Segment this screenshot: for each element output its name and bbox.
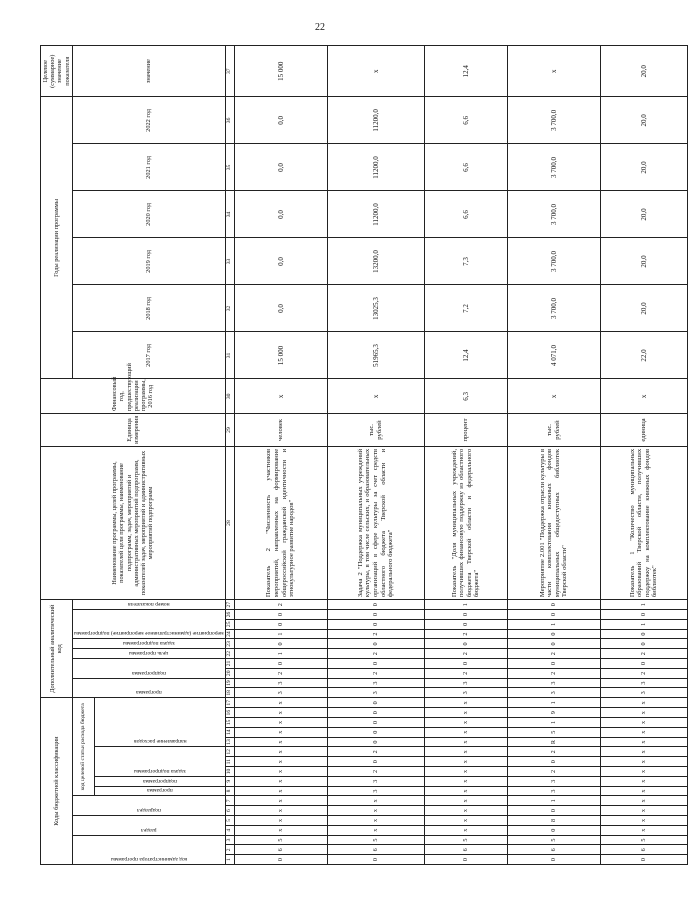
code-digit-cell: 3 (507, 776, 600, 786)
code-digit-cell: 3 (507, 786, 600, 796)
code-digit-cell: 2 (507, 649, 600, 659)
table-row (507, 46, 600, 865)
column-number: 37 (225, 46, 234, 97)
code-digit-cell: х (600, 708, 687, 718)
header-year-2020: 2020 год (72, 191, 225, 238)
header-program: программа (95, 786, 225, 796)
column-number: 3 (225, 835, 234, 845)
code-digit-cell: 0 (234, 855, 327, 865)
row-year-value-cell: 11200,0 (327, 144, 424, 191)
column-number: 24 (225, 629, 234, 639)
row-target-cell: 20,0 (600, 46, 687, 97)
code-digit-cell: 3 (507, 678, 600, 688)
code-digit-cell: 1 (507, 796, 600, 806)
code-digit-cell: 0 (327, 619, 424, 629)
code-digit-cell: 0 (327, 659, 424, 669)
code-digit-cell: 1 (507, 718, 600, 728)
row-year-value-cell: 22,0 (600, 332, 687, 379)
row-year-value-cell: 0,0 (234, 238, 327, 285)
column-number: 30 (225, 379, 234, 414)
header-year-2018: 2018 год (72, 285, 225, 332)
header-target-value: значение (72, 46, 225, 97)
code-digit-cell: 0 (507, 825, 600, 835)
header-years-group: Годы реализации программы (41, 97, 73, 379)
code-digit-cell: 3 (327, 678, 424, 688)
row-year-value-cell: 7,3 (425, 238, 508, 285)
code-digit-cell: 2 (425, 629, 508, 639)
column-number: 9 (225, 776, 234, 786)
row-year-value-cell: 6,6 (425, 97, 508, 144)
code-digit-cell: 0 (507, 610, 600, 620)
code-digit-cell: 0 (425, 610, 508, 620)
code-digit-cell: 0 (507, 757, 600, 767)
column-number: 36 (225, 97, 234, 144)
row-year-value-cell: 12,4 (425, 332, 508, 379)
row-name-cell: Показатель 2 "Численность участников мероприятий, направленных на формирование общероссийской гражданской идентичности и этнокультурное развитие народов" (234, 446, 327, 599)
code-digit-cell: 2 (327, 629, 424, 639)
code-digit-cell: 2 (234, 668, 327, 678)
code-digit-cell: х (327, 816, 424, 826)
code-digit-cell: х (600, 698, 687, 708)
code-digit-cell: 3 (234, 688, 327, 698)
header-section: раздел (72, 816, 225, 836)
table-row (327, 46, 424, 865)
header-a-subprogram: подпрограмма (72, 659, 225, 679)
code-digit-cell: 3 (425, 688, 508, 698)
code-digit-cell: 6 (234, 845, 327, 855)
column-number: 7 (225, 796, 234, 806)
code-digit-cell: х (234, 708, 327, 718)
header-expense-direction: направление расходов (95, 698, 225, 747)
column-number: 5 (225, 816, 234, 826)
code-digit-cell: 3 (327, 786, 424, 796)
code-digit-cell: х (425, 737, 508, 747)
code-digit-cell: 3 (507, 688, 600, 698)
row-year-value-cell: 20,0 (600, 285, 687, 332)
code-digit-cell: х (425, 796, 508, 806)
code-digit-cell: х (234, 757, 327, 767)
code-digit-cell: х (234, 718, 327, 728)
code-digit-cell: х (425, 727, 508, 737)
row-name-cell: Мероприятие 2.001 "Поддержка отрасли культуры в части комплектования книжных фондов муниципальных общедоступных библиотек Тверской области" (507, 446, 600, 599)
row-fin-year-cell: х (234, 379, 327, 414)
header-a-indicator: номер показателя (72, 600, 225, 610)
row-year-value-cell: 15 000 (234, 332, 327, 379)
header-a-task: задача подпрограммы (72, 639, 225, 649)
code-digit-cell: 0 (600, 855, 687, 865)
code-digit-cell: х (234, 786, 327, 796)
code-digit-cell: х (600, 737, 687, 747)
code-digit-cell: х (327, 796, 424, 806)
code-digit-cell: х (234, 698, 327, 708)
code-digit-cell: х (425, 806, 508, 816)
code-digit-cell: х (234, 767, 327, 777)
code-digit-cell: х (600, 786, 687, 796)
row-year-value-cell: 3 700,0 (507, 144, 600, 191)
code-digit-cell: 0 (507, 629, 600, 639)
page-number: 22 (315, 22, 325, 33)
column-number: 10 (225, 767, 234, 777)
column-number: 29 (225, 414, 234, 447)
column-number: 33 (225, 238, 234, 285)
table-row (425, 46, 508, 865)
code-digit-cell: 0 (507, 600, 600, 610)
header-fin-year: Финансовый год, предшествующий реализации программы, 2016 год (41, 379, 226, 414)
row-fin-year-cell: х (327, 379, 424, 414)
row-name-cell: Показатель "Доля муниципальных учреждений, получивших финансовую поддержку из областного бюджета Тверской области и федерального бюджета" (425, 446, 508, 599)
code-digit-cell: х (234, 806, 327, 816)
code-digit-cell: 5 (507, 835, 600, 845)
code-digit-cell: х (425, 718, 508, 728)
code-digit-cell: х (600, 747, 687, 757)
code-digit-cell: 6 (425, 845, 508, 855)
column-number: 18 (225, 688, 234, 698)
column-number: 12 (225, 747, 234, 757)
column-number: 14 (225, 727, 234, 737)
code-digit-cell: 2 (425, 649, 508, 659)
row-unit-cell: человек (234, 414, 327, 447)
code-digit-cell: х (425, 786, 508, 796)
row-name-cell: Показатель 1 "Количество муниципальных образований Тверской области, получивших поддержку на комплектование книжных фондов библиотек" (600, 446, 687, 599)
row-year-value-cell: 20,0 (600, 238, 687, 285)
code-digit-cell: х (425, 747, 508, 757)
row-year-value-cell: 0,0 (234, 144, 327, 191)
code-digit-cell: 1 (234, 649, 327, 659)
column-number: 32 (225, 285, 234, 332)
code-digit-cell: 0 (507, 855, 600, 865)
code-digit-cell: 2 (507, 747, 600, 757)
code-digit-cell: 9 (507, 708, 600, 718)
budget-table-container (40, 45, 659, 865)
row-year-value-cell: 3 700,0 (507, 238, 600, 285)
table-row (600, 46, 687, 865)
header-target-group: Целевое (суммарное) значение показателя (41, 46, 73, 97)
column-number: 21 (225, 659, 234, 669)
code-digit-cell: 2 (234, 600, 327, 610)
code-digit-cell: 6 (327, 845, 424, 855)
code-digit-cell: 0 (327, 600, 424, 610)
code-digit-cell: х (600, 816, 687, 826)
header-year-2019: 2019 год (72, 238, 225, 285)
header-year-2017: 2017 год (72, 332, 225, 379)
header-program-direction: задача подпрограммы (95, 747, 225, 776)
code-digit-cell: 0 (327, 757, 424, 767)
code-digit-cell: 2 (507, 767, 600, 777)
column-number: 27 (225, 600, 234, 610)
header-admin-code: код администратора программы (72, 835, 225, 864)
column-number: 23 (225, 639, 234, 649)
code-digit-cell: 0 (600, 629, 687, 639)
code-digit-cell: 0 (327, 639, 424, 649)
code-digit-cell: 5 (507, 727, 600, 737)
code-digit-cell: 3 (327, 776, 424, 786)
row-year-value-cell: 13200,0 (327, 238, 424, 285)
header-name: Наименование программы, целей программы, показателей цели программы, наименование подпрограмм, задач, мероприятий и административных мероприятий подпрограмм, показателей задач, мероприятий и административных мероприятий подпрограмм (41, 446, 226, 599)
row-name-cell: Задача 2 "Поддержка муниципальных учреждений культуры, в том числе сельских, и образовательных организаций в сфере культуры за счет средств областного бюджета Тверской области и федерального бюджета" (327, 446, 424, 599)
code-digit-cell: х (600, 806, 687, 816)
header-year-2022: 2022 год (72, 97, 225, 144)
code-digit-cell: х (327, 825, 424, 835)
code-digit-cell: 0 (234, 619, 327, 629)
column-number: 13 (225, 737, 234, 747)
column-number: 6 (225, 806, 234, 816)
row-year-value-cell: 0,0 (234, 285, 327, 332)
header-a-goal: цель программы (72, 649, 225, 659)
code-digit-cell: 3 (234, 678, 327, 688)
row-target-cell: 15 000 (234, 46, 327, 97)
code-digit-cell: 5 (234, 835, 327, 845)
row-year-value-cell: 51965,3 (327, 332, 424, 379)
row-year-value-cell: 0,0 (234, 97, 327, 144)
row-year-value-cell: 6,6 (425, 191, 508, 238)
code-digit-cell: 1 (425, 600, 508, 610)
code-digit-cell: х (234, 727, 327, 737)
code-digit-cell: 0 (327, 855, 424, 865)
code-digit-cell: 0 (507, 659, 600, 669)
row-year-value-cell: 7,2 (425, 285, 508, 332)
row-unit-cell: тыс. рублей (327, 414, 424, 447)
code-digit-cell: х (425, 698, 508, 708)
header-a-event: мероприятие (административное мероприятие) подпрограммы (72, 610, 225, 639)
column-number: 8 (225, 786, 234, 796)
code-digit-cell: 0 (507, 639, 600, 649)
code-digit-cell: х (234, 737, 327, 747)
code-digit-cell: 0 (507, 806, 600, 816)
column-number: 22 (225, 649, 234, 659)
code-digit-cell: 0 (327, 718, 424, 728)
column-number: 4 (225, 825, 234, 835)
header-budget-codes: Коды бюджетной классификации (41, 698, 73, 865)
column-number: 28 (225, 446, 234, 599)
code-digit-cell: 3 (600, 678, 687, 688)
code-digit-cell: 0 (327, 727, 424, 737)
column-number: 31 (225, 332, 234, 379)
row-year-value-cell: 4 071,0 (507, 332, 600, 379)
code-digit-cell: х (234, 776, 327, 786)
code-digit-cell: 0 (327, 610, 424, 620)
code-digit-cell: х (234, 825, 327, 835)
row-unit-cell: единица (600, 414, 687, 447)
code-digit-cell: 0 (327, 698, 424, 708)
header-a-program: программа (72, 678, 225, 698)
code-digit-cell: 2 (327, 668, 424, 678)
code-digit-cell: 0 (234, 610, 327, 620)
code-digit-cell: 0 (327, 737, 424, 747)
header-subsection: подраздел (72, 796, 225, 816)
row-fin-year-cell: х (507, 379, 600, 414)
row-unit-cell: тыс. рублей (507, 414, 600, 447)
column-number: 25 (225, 619, 234, 629)
code-digit-cell: 5 (327, 835, 424, 845)
code-digit-cell: 0 (425, 855, 508, 865)
table-row (234, 46, 327, 865)
column-number: 20 (225, 668, 234, 678)
row-year-value-cell: 20,0 (600, 144, 687, 191)
column-numbers-row (225, 46, 234, 865)
column-number: 1 (225, 855, 234, 865)
budget-table (40, 45, 688, 865)
code-digit-cell: 1 (507, 619, 600, 629)
column-number: 17 (225, 698, 234, 708)
row-fin-year-cell: 6,3 (425, 379, 508, 414)
row-year-value-cell: 3 700,0 (507, 191, 600, 238)
code-digit-cell: 2 (507, 668, 600, 678)
code-digit-cell: х (600, 718, 687, 728)
code-digit-cell: 0 (600, 610, 687, 620)
column-number: 34 (225, 191, 234, 238)
code-digit-cell: 0 (425, 619, 508, 629)
code-digit-cell: х (600, 776, 687, 786)
code-digit-cell: 2 (600, 649, 687, 659)
code-digit-cell: 1 (600, 619, 687, 629)
code-digit-cell: 5 (600, 835, 687, 845)
code-digit-cell: 2 (327, 649, 424, 659)
row-year-value-cell: 11200,0 (327, 191, 424, 238)
code-digit-cell: R (507, 737, 600, 747)
code-digit-cell: 0 (600, 659, 687, 669)
code-digit-cell: х (600, 825, 687, 835)
code-digit-cell: 1 (600, 600, 687, 610)
code-digit-cell: 3 (600, 688, 687, 698)
code-digit-cell: х (425, 816, 508, 826)
code-digit-cell: 1 (507, 698, 600, 708)
code-digit-cell: 6 (600, 845, 687, 855)
code-digit-cell: х (234, 816, 327, 826)
row-unit-cell: процент (425, 414, 508, 447)
column-number: 19 (225, 678, 234, 688)
row-year-value-cell: 20,0 (600, 191, 687, 238)
code-digit-cell: х (425, 767, 508, 777)
code-digit-cell: 2 (327, 767, 424, 777)
code-digit-cell: х (234, 796, 327, 806)
row-year-value-cell: 13025,3 (327, 285, 424, 332)
row-year-value-cell: 20,0 (600, 97, 687, 144)
header-year-2021: 2021 год (72, 144, 225, 191)
header-analytic-code: Дополнительный аналитический код (41, 600, 73, 698)
code-digit-cell: 0 (425, 639, 508, 649)
code-digit-cell: х (327, 806, 424, 816)
code-digit-cell: 6 (507, 845, 600, 855)
code-digit-cell: 0 (234, 659, 327, 669)
row-year-value-cell: 11200,0 (327, 97, 424, 144)
code-digit-cell: 5 (425, 835, 508, 845)
column-number: 35 (225, 144, 234, 191)
row-year-value-cell: 3 700,0 (507, 97, 600, 144)
row-fin-year-cell: х (600, 379, 687, 414)
code-digit-cell: х (600, 796, 687, 806)
row-year-value-cell: 6,6 (425, 144, 508, 191)
row-target-cell: 12,4 (425, 46, 508, 97)
code-digit-cell: 8 (507, 816, 600, 826)
code-digit-cell: 0 (600, 639, 687, 649)
column-number: 11 (225, 757, 234, 767)
code-digit-cell: х (600, 767, 687, 777)
code-digit-cell: 0 (234, 639, 327, 649)
code-digit-cell: 0 (425, 659, 508, 669)
column-number: 26 (225, 610, 234, 620)
code-digit-cell: х (600, 727, 687, 737)
code-digit-cell: 2 (425, 668, 508, 678)
code-digit-cell: х (425, 776, 508, 786)
row-year-value-cell: 3 700,0 (507, 285, 600, 332)
header-target-code: код целевой статьи расхода бюджета (72, 698, 94, 796)
code-digit-cell: х (425, 757, 508, 767)
header-unit: Единица измерения (41, 414, 226, 447)
code-digit-cell: 3 (327, 688, 424, 698)
code-digit-cell: х (234, 747, 327, 757)
code-digit-cell: 1 (234, 629, 327, 639)
code-digit-cell: 2 (600, 668, 687, 678)
row-target-cell: х (327, 46, 424, 97)
code-digit-cell: х (425, 708, 508, 718)
code-digit-cell: 0 (327, 708, 424, 718)
column-number: 16 (225, 708, 234, 718)
code-digit-cell: х (600, 757, 687, 767)
code-digit-cell: 3 (425, 678, 508, 688)
row-target-cell: х (507, 46, 600, 97)
code-digit-cell: х (425, 825, 508, 835)
header-subprogram: подпрограмма (95, 776, 225, 786)
code-digit-cell: 2 (327, 747, 424, 757)
column-number: 2 (225, 845, 234, 855)
column-number: 15 (225, 718, 234, 728)
row-year-value-cell: 0,0 (234, 191, 327, 238)
